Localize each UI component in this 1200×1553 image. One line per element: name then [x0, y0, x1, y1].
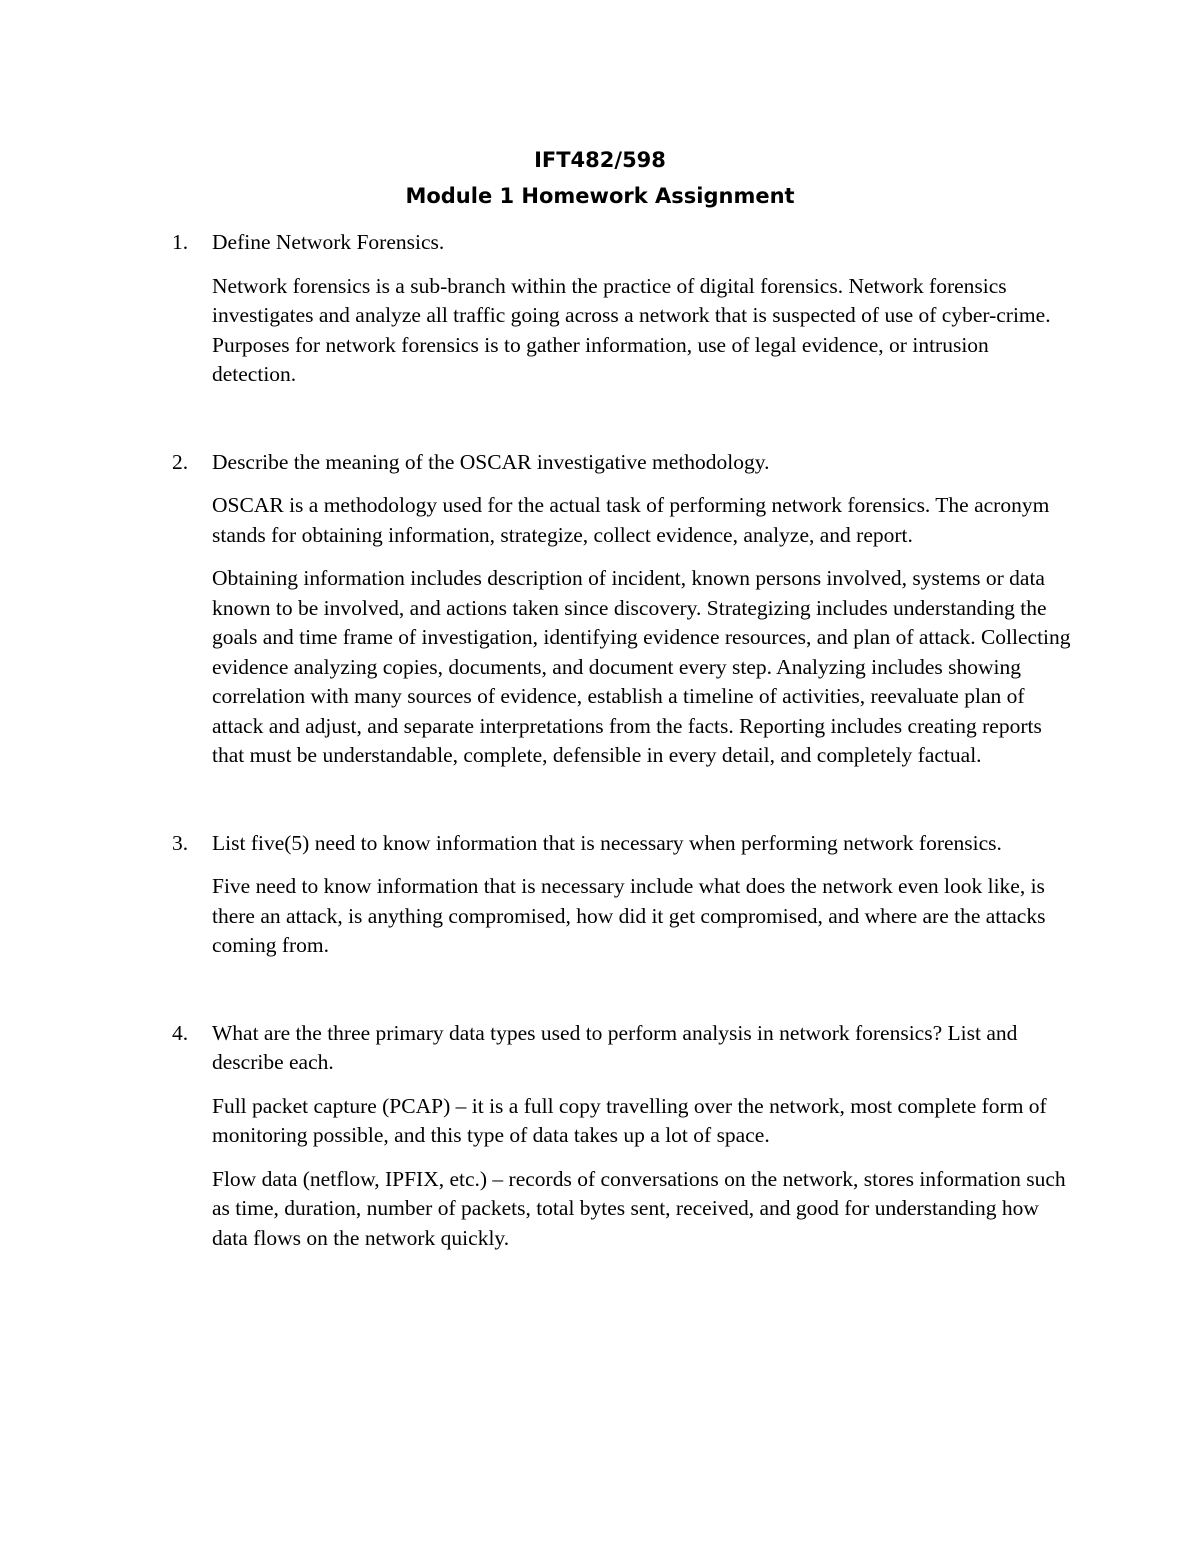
- course-code: IFT482/598: [534, 148, 666, 172]
- answer-paragraph: Five need to know information that is necessary include what does the network even look like, is there an attack, is anything compromised, how did it get compromised, and where are the attacks coming from.: [212, 874, 1046, 957]
- spacer: [172, 785, 1072, 829]
- question-text: What are the three primary data types used to perform analysis in network forensics? List and describe each.: [212, 1020, 1018, 1074]
- spacer: [172, 975, 1072, 1019]
- answer-paragraph: Flow data (netflow, IPFIX, etc.) – records of conversations on the network, stores information such as time, duration, number of packets, total bytes sent, received, and good for understanding how data flows on the network quickly.: [212, 1166, 1066, 1250]
- assignment-title: Module 1 Homework Assignment: [405, 184, 795, 208]
- answer-paragraph: Full packet capture (PCAP) – it is a full copy travelling over the network, most complete form of monitoring possible, and this type of data takes up a lot of space.: [212, 1093, 1047, 1147]
- question-text: List five(5) need to know information that is necessary when performing network forensics.: [212, 830, 1002, 855]
- answer-paragraph: Network forensics is a sub-branch within the practice of digital forensics. Network forensics investigates and analyze all traffic going across a network that is suspected of use of cyber-crime. Purposes for network forensics is to gather information, use of legal evidence, or intrusion detection.: [212, 273, 1051, 386]
- answer-paragraph: OSCAR is a methodology used for the actual task of performing network forensics. The acronym stands for obtaining information, strategize, collect evidence, analyze, and report.: [212, 493, 1050, 547]
- spacer: [172, 404, 1072, 448]
- answer-paragraph: Obtaining information includes description of incident, known persons involved, systems or data known to be involved, and actions taken since discovery. Strategizing includes understanding the goals and time frame of investigation, identifying evidence resources, and plan of attack. Collecting evidence analyzing copies, documents, and document every step. Analyzing includes showing correlation with many sources of evidence, establish a timeline of activities, reevaluate plan of attack and adjust, and separate interpretations from the facts. Reporting includes creating reports that must be understandable, complete, defensible in every detail, and completely factual.: [212, 566, 1071, 767]
- question-text: Define Network Forensics.: [212, 230, 445, 254]
- question-text: Describe the meaning of the OSCAR investigative methodology.: [212, 449, 770, 474]
- question-number: 2.: [172, 449, 189, 474]
- question-number: 4.: [172, 1020, 189, 1045]
- question-4: [172, 1019, 1072, 1254]
- question-number: 1.: [172, 230, 189, 254]
- document-body: [172, 228, 1072, 1267]
- question-1: [172, 228, 1072, 390]
- question-2: [172, 448, 1072, 771]
- question-number: 3.: [172, 830, 189, 855]
- document-header: [0, 142, 1200, 214]
- question-3: [172, 829, 1072, 961]
